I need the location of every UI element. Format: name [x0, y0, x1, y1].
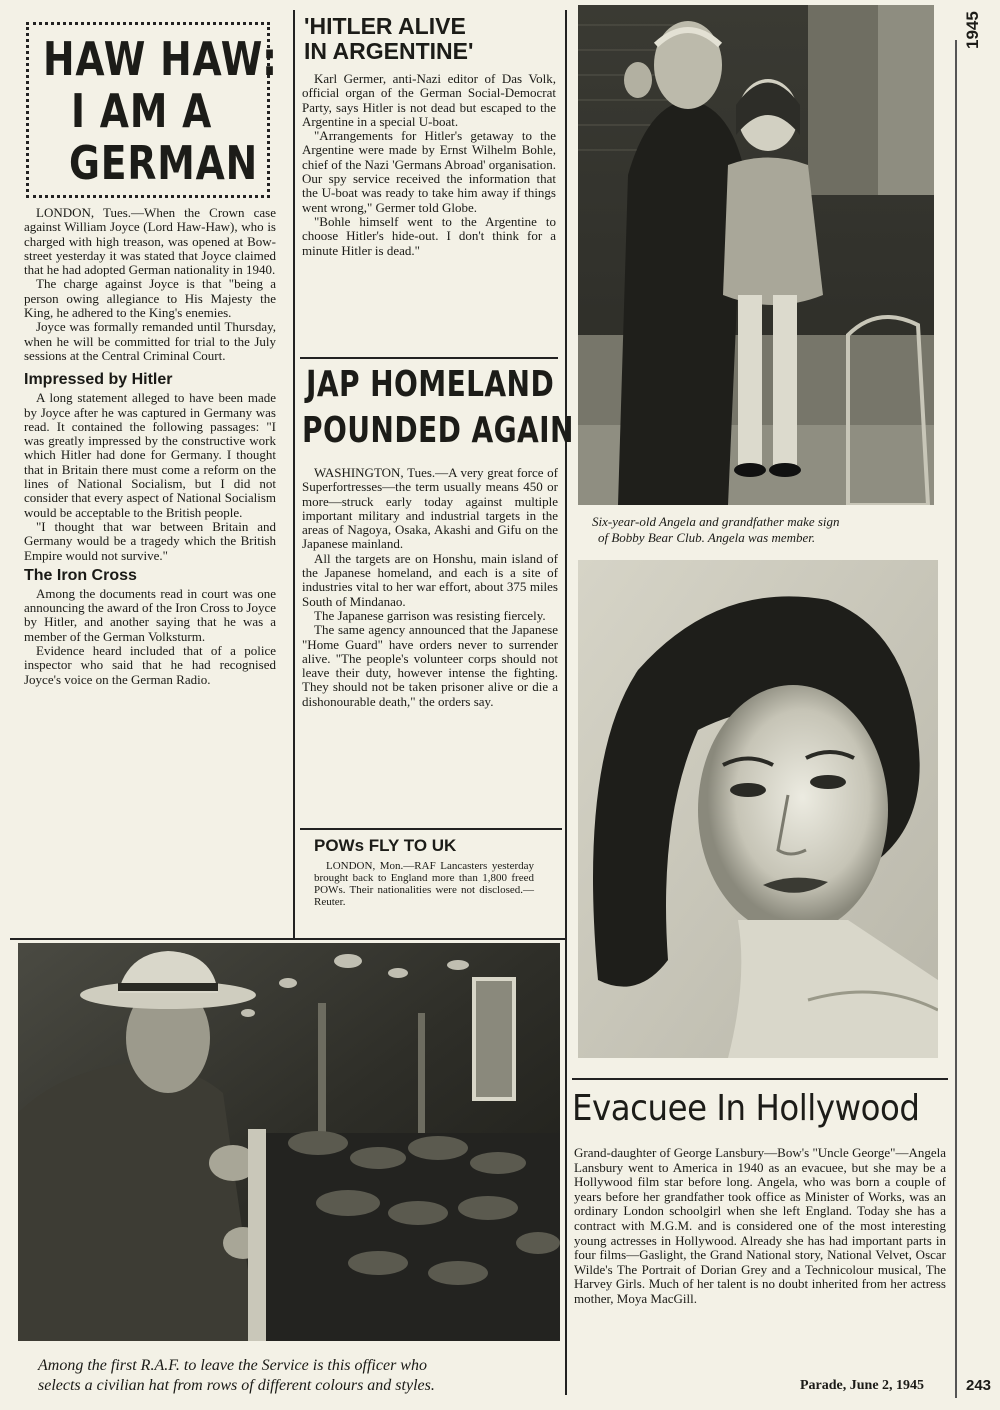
haw-haw-paragraph: A long statement alleged to have been made by Joyce after he was captured in Germany was read. It contained the following passages: "I was greatly impressed by the constructive work which Hitler had done for Germany. I thought that in Britain there must come a reform on the lines of National Socialism, but I did not consider that every aspect of National Socialism would be acceptable to the British people.: [24, 390, 276, 520]
evacuee-text: Grand-daughter of George Lansbury—Bow's "Uncle George"—Angela Lansbury went to America in 1940 as an evacuee, but she may be a Hollywood film star before long. Angela, who was born a couple of years before her grandfather took office as Minister of Works, was an ordinary London schoolgirl when she left England. Today she has a contract with M.G.M. and is considered one of the most interesting young actresses in Hollywood. Already she has had important parts in four films—Gaslight, the Grand National story, National Velvet, Oscar Wilde's The Portrait of Dorian Grey and a Technicolour musical, The Harvey Girls. Much of her talent is no doubt inherited from her actress mother, Moya MacGill.: [574, 1145, 946, 1306]
haw-haw-paragraph: Evidence heard included that of a police inspector who said that he had recognised Joyce's voice on the German Radio.: [24, 643, 276, 687]
hitler-headline: [304, 14, 554, 64]
officer-hat-photo-image: [18, 943, 560, 1341]
angela-portrait-photo: [578, 560, 938, 1058]
year-margin: [956, 2, 986, 49]
haw-haw-headline-line-1: HAW HAW:: [43, 32, 278, 86]
column-rule-1: [293, 10, 295, 938]
angela-grandfather-photo: [578, 5, 934, 505]
officer-hat-photo: [18, 943, 560, 1341]
jap-headline-line-2: POUNDED AGAIN: [302, 410, 574, 451]
jap-headline-line-1: JAP HOMELAND: [306, 364, 555, 405]
jap-paragraph: The same agency announced that the Japanese "Home Guard" have orders never to surrender alive. "The people's volunteer corps should not leave their duty, however intense the fighting. They should not be taken prisoner alive or die a dishonourable death," the orders say.: [302, 622, 558, 709]
jap-headline: [302, 364, 574, 456]
evacuee-headline: Evacuee In Hollywood: [572, 1088, 920, 1129]
subhead-impressed-by-hitler: Impressed by Hitler: [24, 371, 173, 389]
subhead-iron-cross: The Iron Cross: [24, 566, 137, 584]
jap-paragraph: All the targets are on Honshu, main island of the Japanese homeland, and each is a site of industries vital to her war effort, about 375 miles South of Mindanao.: [302, 550, 558, 609]
photo-top-rule: [10, 938, 566, 940]
evacuee-rule: [572, 1078, 948, 1080]
pows-text: LONDON, Mon.—RAF Lancasters yesterday brought back to England more than 1,800 freed POWs. Their nationalities were not disclosed.—Reuter.: [314, 860, 534, 908]
haw-haw-headline-line-2: I AM A: [71, 84, 213, 138]
hitler-rule: [300, 357, 558, 359]
haw-haw-article: [24, 206, 276, 687]
jap-rule: [300, 828, 562, 830]
officer-hat-caption-line-2: selects a civilian hat from rows of different colours and styles.: [38, 1377, 435, 1394]
pows-headline: POWs FLY TO UK: [314, 836, 457, 855]
jap-article: [302, 466, 558, 709]
officer-hat-caption: [38, 1356, 558, 1396]
evacuee-article: [574, 1146, 946, 1307]
hitler-paragraph: "Bohle himself went to the Argentine to choose Hitler's hide-out. I don't think for a minute Hitler is dead.": [302, 213, 556, 258]
angela-grandfather-caption: [592, 514, 932, 546]
hitler-paragraph: Karl Germer, anti-Nazi editor of Das Volk, official organ of the German Social-Democrat Party, says Hitler is not dead but escaped to the Argentine in a special U-boat.: [302, 71, 556, 129]
hitler-headline-line-2: IN ARGENTINE': [304, 38, 474, 64]
hitler-article: [302, 72, 556, 258]
officer-hat-caption-line-1: Among the first R.A.F. to leave the Service is this officer who: [38, 1357, 427, 1374]
year-label: 1945: [963, 11, 982, 49]
haw-haw-paragraph: Joyce was formally remanded until Thursday, when he will be committed for trial to the July sessions at the Central Criminal Court.: [24, 319, 276, 363]
haw-haw-headline-box: [26, 22, 278, 198]
column-rule-2: [565, 10, 567, 1395]
jap-paragraph: The Japanese garrison was resisting fiercely.: [314, 607, 546, 623]
angela-grandfather-caption-line-2: of Bobby Bear Club. Angela was member.: [598, 530, 816, 545]
page-number: 243: [966, 1377, 992, 1394]
angela-grandfather-photo-image: [578, 5, 934, 505]
angela-grandfather-caption-line-1: Six-year-old Angela and grandfather make sign: [592, 514, 840, 529]
haw-haw-paragraph: LONDON, Tues.—When the Crown case against William Joyce (Lord Haw-Haw), who is charged with high treason, was opened at Bow-street yesterday it was stated that Joyce claimed that he had adopted German nationality in 1940.: [24, 205, 276, 278]
pows-article: [314, 860, 534, 908]
margin-rule: [955, 40, 957, 1398]
hitler-headline-line-1: 'HITLER ALIVE: [304, 13, 466, 39]
angela-portrait-photo-image: [578, 560, 938, 1058]
jap-paragraph: WASHINGTON, Tues.—A very great force of Superfortresses—the term usually means 450 or more—struck early today against multiple important military and industrial targets in the areas of Nagoya, Osaka, Akashi and Gifu on the Japanese mainland.: [302, 465, 558, 552]
haw-haw-paragraph: The charge against Joyce is that "being a person owing allegiance to His Majesty the King, he adhered to the King's enemies.: [24, 276, 276, 321]
footer-folio: Parade, June 2, 1945: [800, 1378, 925, 1393]
haw-haw-paragraph: "I thought that war between Britain and Germany would be a tragedy which the British Empire would not survive.": [24, 518, 276, 563]
hitler-paragraph: "Arrangements for Hitler's getaway to the Argentine were made by Ernst Wilhelm Bohle, chief of the Nazi 'Germans Abroad' organisation. Our spy service received the information that the U-boat was ready to take him away if things went wrong," Germer told Globe.: [302, 128, 556, 215]
haw-haw-headline-line-3: GERMAN: [69, 136, 258, 190]
haw-haw-paragraph: Among the documents read in court was one announcing the award of the Iron Cross to Joyce by Hitler, and another saying that he was a member of the German Volksturm.: [24, 585, 276, 644]
